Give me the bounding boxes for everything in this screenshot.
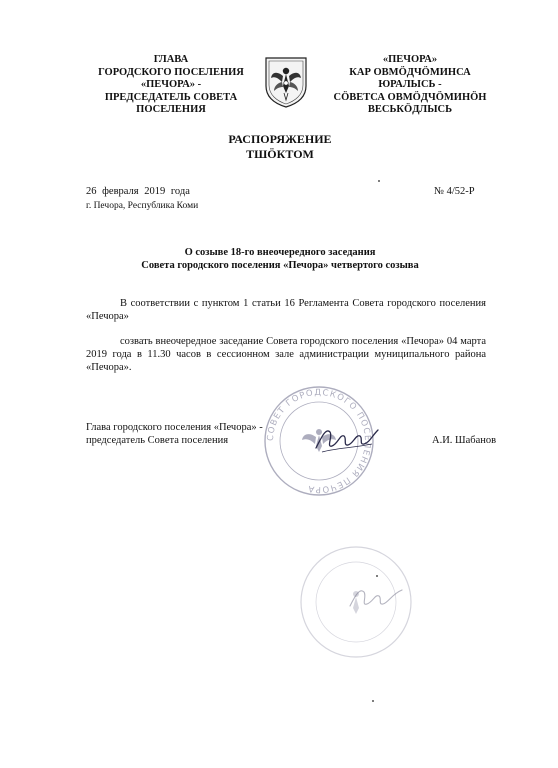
header-left-line: ПОСЕЛЕНИЯ (136, 104, 206, 115)
body-paragraph: созвать внеочередное заседание Совета городского поселения «Печора» 04 марта 2019 года в 11.30 часов в сессионном зале администрации муниципального района «Печора». (86, 336, 486, 373)
header-left-line: ГЛАВА (153, 54, 189, 65)
handwritten-signature-icon (312, 418, 382, 458)
komi-coat-of-arms-icon (262, 56, 310, 108)
header-right-line: ВЕСЬКÖДЛЫСЬ (367, 104, 453, 115)
header-right-line: СÖВЕТСА ОВМÖДЧÖМИНÖН (333, 91, 487, 103)
header-left-line: ГОРОДСКОГО ПОСЕЛЕНИЯ (98, 66, 244, 78)
subject-line: О созыве 18-го внеочередного заседания (184, 247, 376, 258)
scan-speck (376, 575, 378, 577)
header-right-line: КАР ОВМÖДЧÖМИНСА (349, 66, 471, 78)
document-place: г. Печора, Республика Коми (86, 201, 199, 211)
signer-position: председатель Совета поселения (86, 435, 229, 446)
header-left-line: «ПЕЧОРА» - (140, 79, 202, 90)
header-right-line: «ПЕЧОРА» (382, 54, 438, 65)
header-right (322, 54, 498, 117)
scan-speck (372, 700, 374, 702)
document-number: № 4/52-Р (434, 186, 475, 197)
signer-name: А.И. Шабанов (432, 435, 497, 446)
header-left (86, 54, 256, 117)
subject-line: Совета городского поселения «Печора» четвертого созыва (141, 260, 419, 271)
scan-speck (378, 180, 380, 182)
body-paragraph: В соответствии с пунктом 1 статьи 16 Регламента Совета городского поселения «Печора» (86, 298, 486, 322)
document-type-title: РАСПОРЯЖЕНИЕ (228, 132, 332, 146)
header-left-line: ПРЕДСЕДАТЕЛЬ СОВЕТА (104, 91, 238, 103)
document-type-title-komi: ТШÖКТОМ (246, 147, 314, 161)
document-date: 26 февраля 2019 года (86, 186, 190, 197)
handwritten-signature-imprint-icon (346, 578, 406, 618)
seal-text: СОВЕТ ГОРОДСКОГО ПОСЕЛЕНИЯ ПЕЧОРА (265, 387, 373, 495)
header-right-line: ЮРАЛЫСЬ - (378, 79, 442, 90)
signer-position: Глава городского поселения «Печора» - (86, 422, 263, 433)
